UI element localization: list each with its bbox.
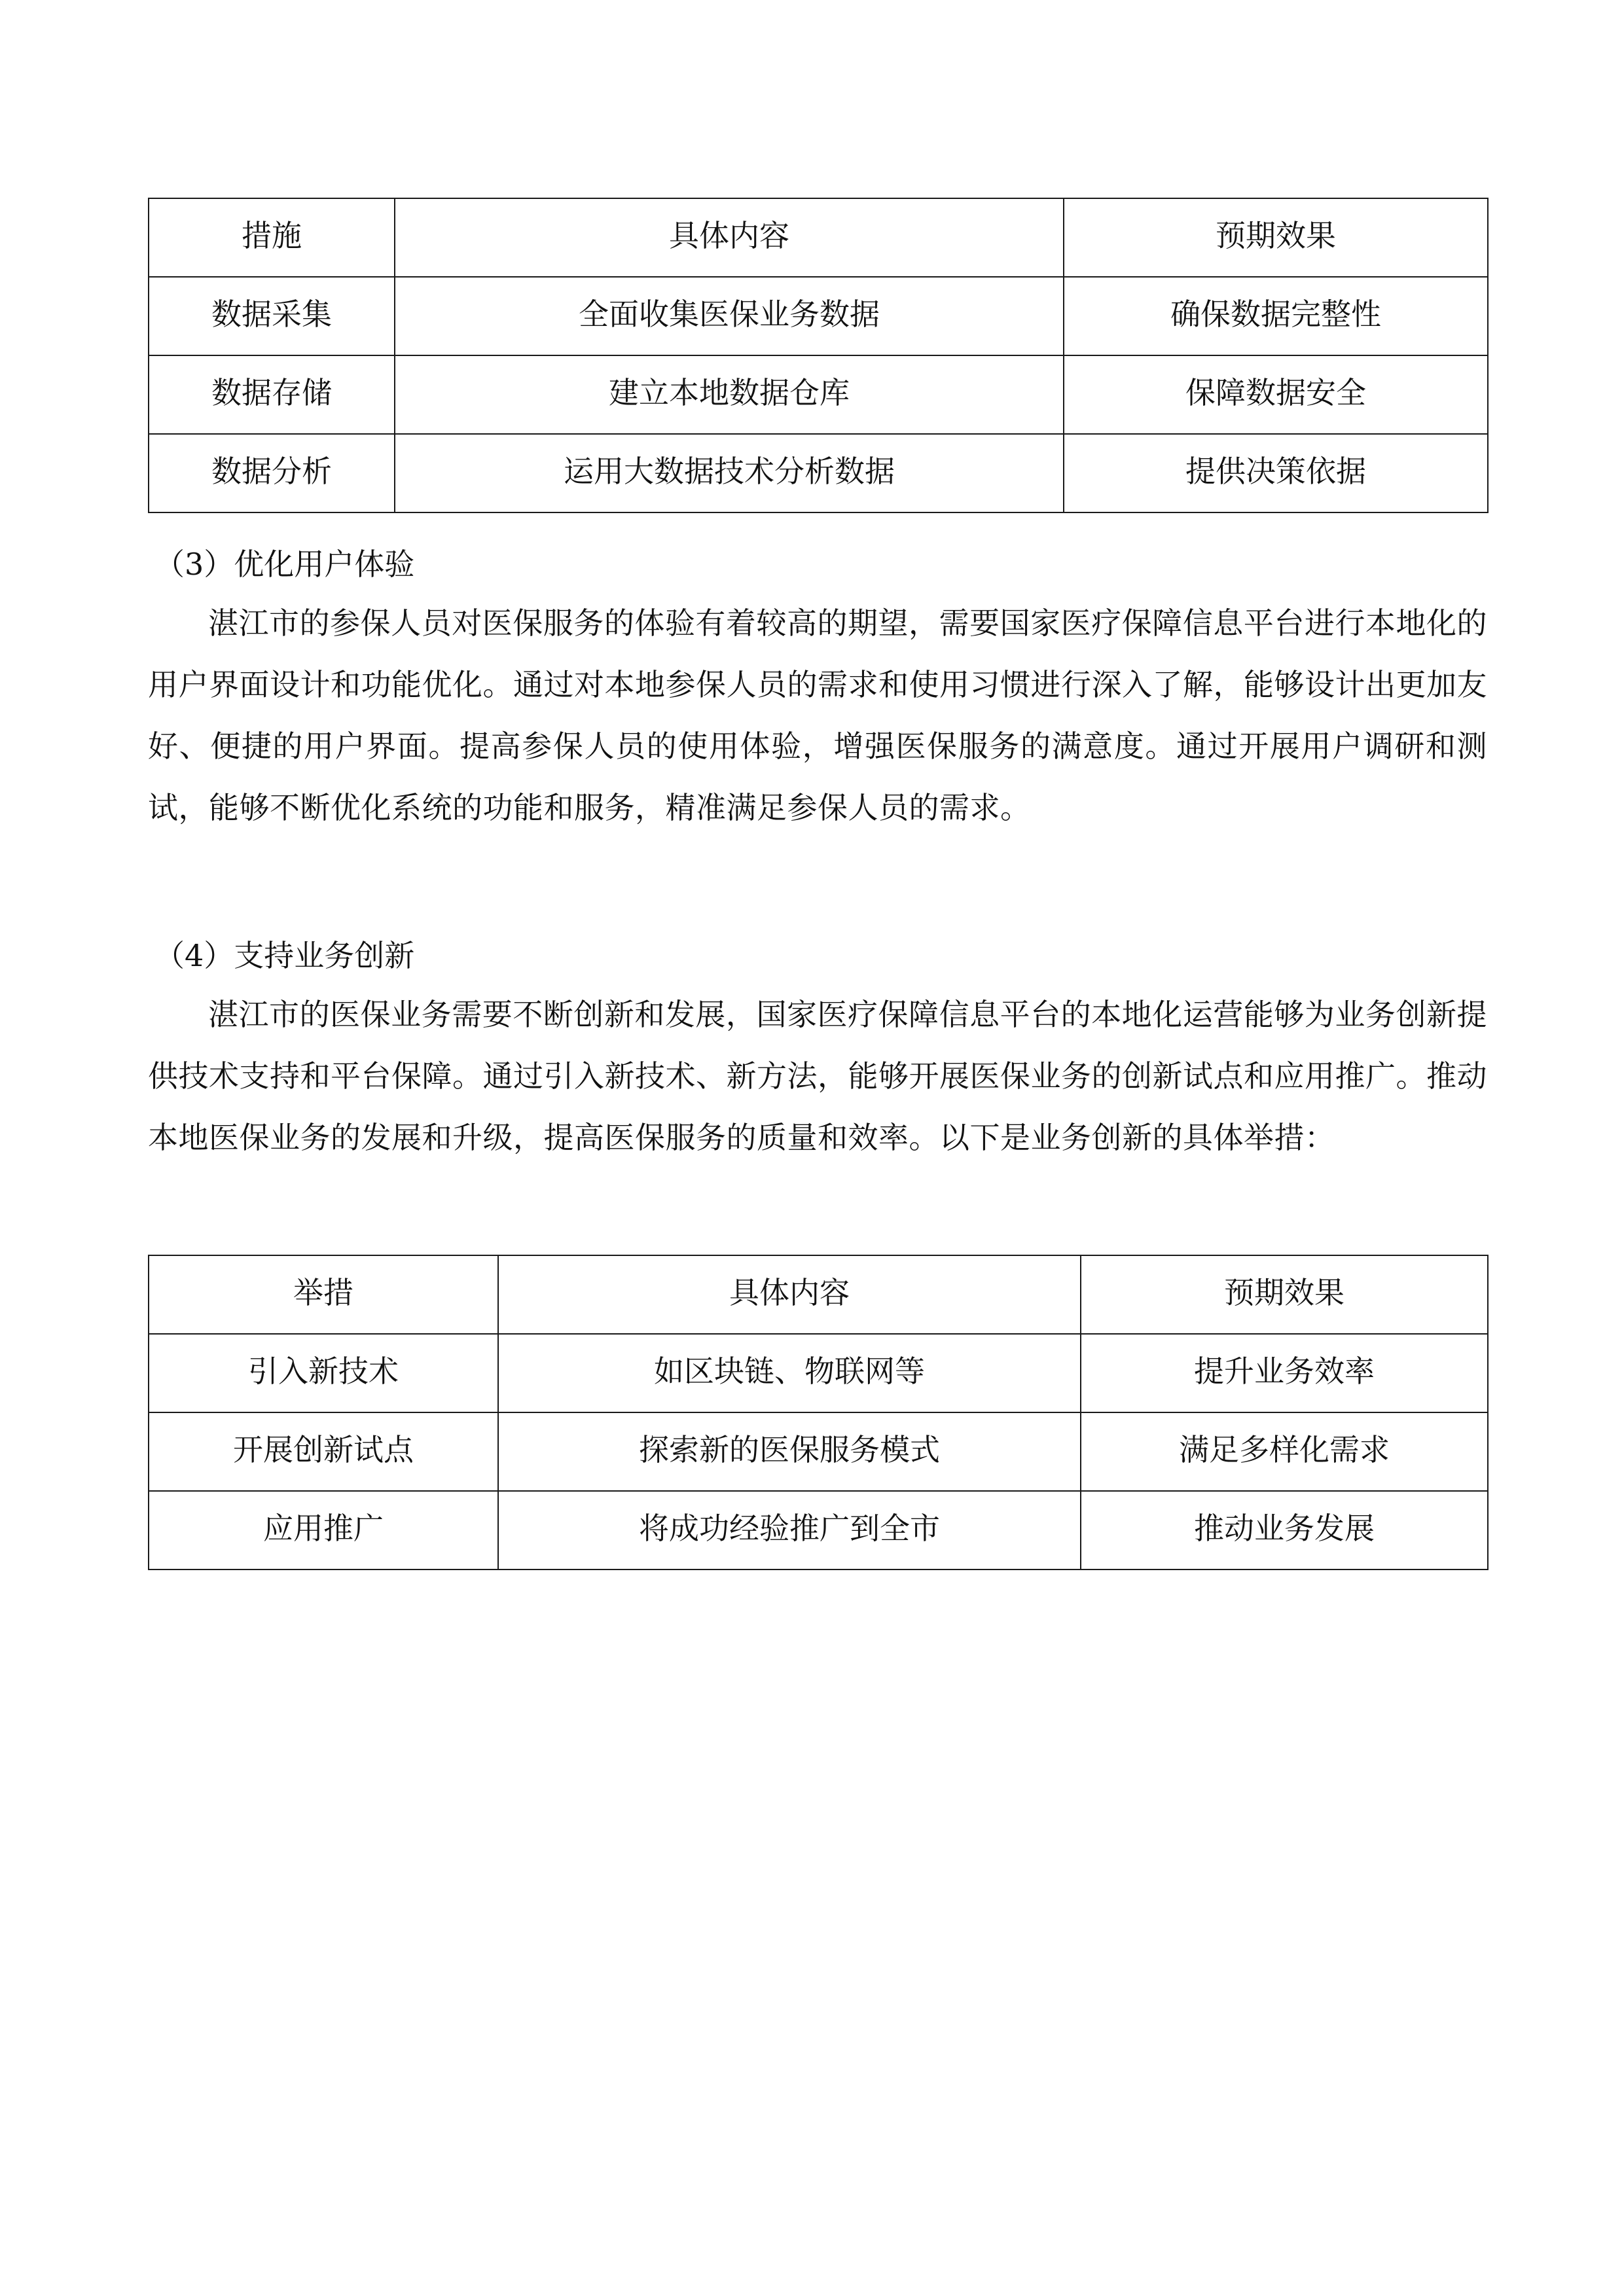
table-cell: 引入新技术 [149, 1334, 498, 1412]
table-cell: 探索新的医保服务模式 [498, 1412, 1081, 1491]
table-header-cell: 预期效果 [1064, 198, 1488, 277]
table-header-cell: 举措 [149, 1255, 498, 1334]
table-header-cell: 措施 [149, 198, 395, 277]
table-header-cell: 具体内容 [498, 1255, 1081, 1334]
table-cell: 提升业务效率 [1081, 1334, 1488, 1412]
table-row [149, 1491, 1488, 1570]
table-cell: 保障数据安全 [1064, 355, 1488, 434]
section-paragraph-business-innovation: 湛江市的医保业务需要不断创新和发展，国家医疗保障信息平台的本地化运营能够为业务创新提供技术支持和平台保障。通过引入新技术、新方法，能够开展医保业务的创新试点和应用推广。推动本地医保业务的发展和升级，提高医保服务的质量和效率。以下是业务创新的具体举措： [148, 997, 1487, 1155]
table-cell: 如区块链、物联网等 [498, 1334, 1081, 1412]
table-header-row [149, 198, 1488, 277]
table-cell: 开展创新试点 [149, 1412, 498, 1491]
table-row [149, 355, 1488, 434]
section-heading-business-innovation: （4）支持业务创新 [154, 938, 415, 973]
table-cell: 将成功经验推广到全市 [498, 1491, 1081, 1570]
table-cell: 数据分析 [149, 434, 395, 512]
table-row [149, 277, 1488, 355]
table-cell: 推动业务发展 [1081, 1491, 1488, 1570]
table-header-cell: 预期效果 [1081, 1255, 1488, 1334]
table-cell: 全面收集医保业务数据 [395, 277, 1064, 355]
table-cell: 提供决策依据 [1064, 434, 1488, 512]
table-cell: 应用推广 [149, 1491, 498, 1570]
table-cell: 运用大数据技术分析数据 [395, 434, 1064, 512]
innovation-table [148, 1255, 1489, 1570]
measures-table [148, 198, 1489, 513]
section-paragraph-optimize-ux: 湛江市的参保人员对医保服务的体验有着较高的期望，需要国家医疗保障信息平台进行本地化的用户界面设计和功能优化。通过对本地参保人员的需求和使用习惯进行深入了解，能够设计出更加友好、便捷的用户界面。提高参保人员的使用体验，增强医保服务的满意度。通过开展用户调研和测试，能够不断优化系统的功能和服务，精准满足参保人员的需求。 [148, 605, 1487, 825]
table-cell: 数据存储 [149, 355, 395, 434]
section-heading-optimize-ux: （3）优化用户体验 [154, 547, 415, 582]
table-cell: 确保数据完整性 [1064, 277, 1488, 355]
table-row [149, 1334, 1488, 1412]
table-cell: 数据采集 [149, 277, 395, 355]
table-row [149, 434, 1488, 512]
table-cell: 满足多样化需求 [1081, 1412, 1488, 1491]
table-cell: 建立本地数据仓库 [395, 355, 1064, 434]
table-row [149, 1412, 1488, 1491]
table-header-row [149, 1255, 1488, 1334]
table-header-cell: 具体内容 [395, 198, 1064, 277]
